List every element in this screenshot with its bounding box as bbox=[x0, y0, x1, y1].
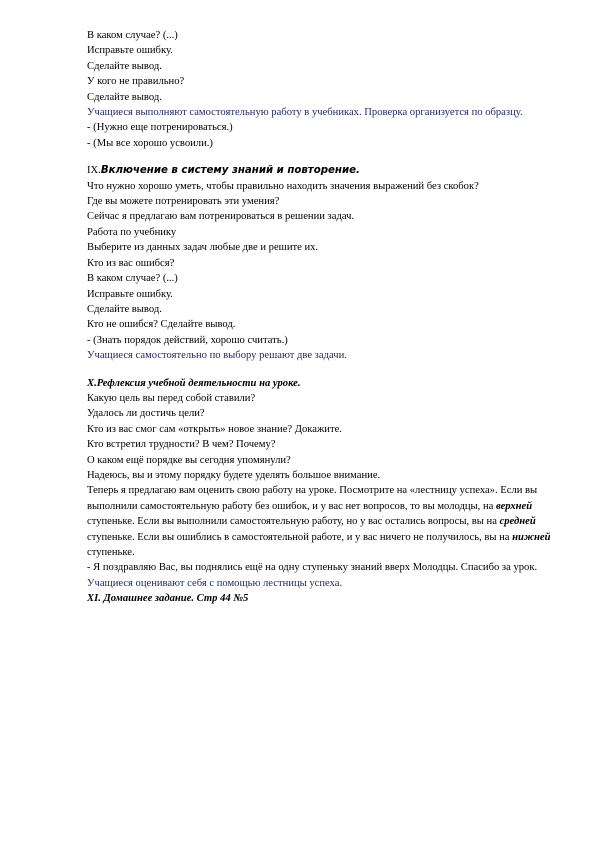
section-number: IX. bbox=[87, 165, 101, 177]
spacer bbox=[87, 364, 557, 376]
text-line: Какую цель вы перед собой ставили? bbox=[87, 392, 256, 404]
emphasis-word: нижней bbox=[512, 531, 551, 543]
section-heading-11: XI. Домашнее задание. Стр 44 №5 bbox=[87, 593, 249, 605]
text-line: - (Мы все хорошо усвоили.) bbox=[87, 137, 213, 149]
text-line: Сделайте вывод. bbox=[87, 303, 162, 315]
text-line: В каком случае? (...) bbox=[87, 273, 178, 285]
text-line: - (Знать порядок действий, хорошо считать.) bbox=[87, 334, 288, 346]
text-line: Удалось ли достичь цели? bbox=[87, 408, 205, 420]
emphasis-word: верхней bbox=[495, 500, 533, 512]
text-line: Кто встретил трудности? В чем? Почему? bbox=[87, 439, 276, 451]
text-line: Работа по учебнику bbox=[87, 226, 177, 238]
text-line: Где вы можете потренировать эти умения? bbox=[87, 196, 280, 208]
text-line: В каком случае? (...) bbox=[87, 30, 178, 41]
text-line: Сделайте вывод. bbox=[87, 60, 162, 72]
text-line: Сейчас я предлагаю вам потренироваться в решении задач. bbox=[87, 211, 355, 223]
section-heading-9 bbox=[87, 163, 557, 178]
section-heading-10: X.Рефлексия учебной деятельности на уроке. bbox=[87, 377, 301, 389]
emphasis-word: средней bbox=[499, 516, 536, 528]
closing-remark: - Я поздравляю Вас, вы поднялись ещё на одну ступеньку знаний вверх Молодцы. Спасибо за урок. bbox=[87, 562, 538, 574]
section-title: Включение в систему знаний и повторение. bbox=[100, 165, 360, 177]
text-line: Исправьте ошибку. bbox=[87, 288, 173, 300]
text-line: Выберите из данных задач любые две и решите их. bbox=[87, 242, 319, 254]
text-line: Исправьте ошибку. bbox=[87, 45, 173, 57]
text-line: Что нужно хорошо уметь, чтобы правильно находить значения выражений без скобок? bbox=[87, 180, 479, 192]
text-line: Надеюсь, вы и этому порядку будете уделять большое внимание. bbox=[87, 469, 381, 481]
document-page bbox=[87, 28, 557, 607]
success-ladder-paragraph: Теперь я предлагаю вам оценить свою работу на уроке. Посмотрите на «лестницу успеха». Если вы выполнили самостоятельную работу без ошибок, и у вас нет вопросов, то вы молодцы, на верхней ступеньке. Если вы выполнили самостоятельную работу, но у вас остались вопросы, вы на средней ступеньке. Если вы ошиблись в самостоятельной работе, и у вас ничего не получилось, вы на нижней ступеньке. bbox=[87, 485, 551, 558]
text-line: Сделайте вывод. bbox=[87, 91, 162, 103]
text-line: Кто из вас смог сам «открыть» новое знание? Докажите. bbox=[87, 423, 342, 435]
text-line: Кто не ошибся? Сделайте вывод. bbox=[87, 319, 236, 331]
text-line: О каком ещё порядке вы сегодня упомянули? bbox=[87, 454, 291, 466]
text-line: У кого не правильно? bbox=[87, 76, 185, 88]
spacer bbox=[87, 151, 557, 163]
text-line: - (Нужно еще потренироваться.) bbox=[87, 122, 233, 134]
text-line: Кто из вас ошибся? bbox=[87, 257, 175, 269]
student-activity-note: Учащиеся выполняют самостоятельную работу в учебниках. Проверка организуется по образцу. bbox=[87, 107, 523, 119]
student-activity-note: Учащиеся оценивают себя с помощью лестницы успеха. bbox=[87, 577, 343, 589]
student-activity-note: Учащиеся самостоятельно по выбору решают две задачи. bbox=[87, 350, 347, 362]
